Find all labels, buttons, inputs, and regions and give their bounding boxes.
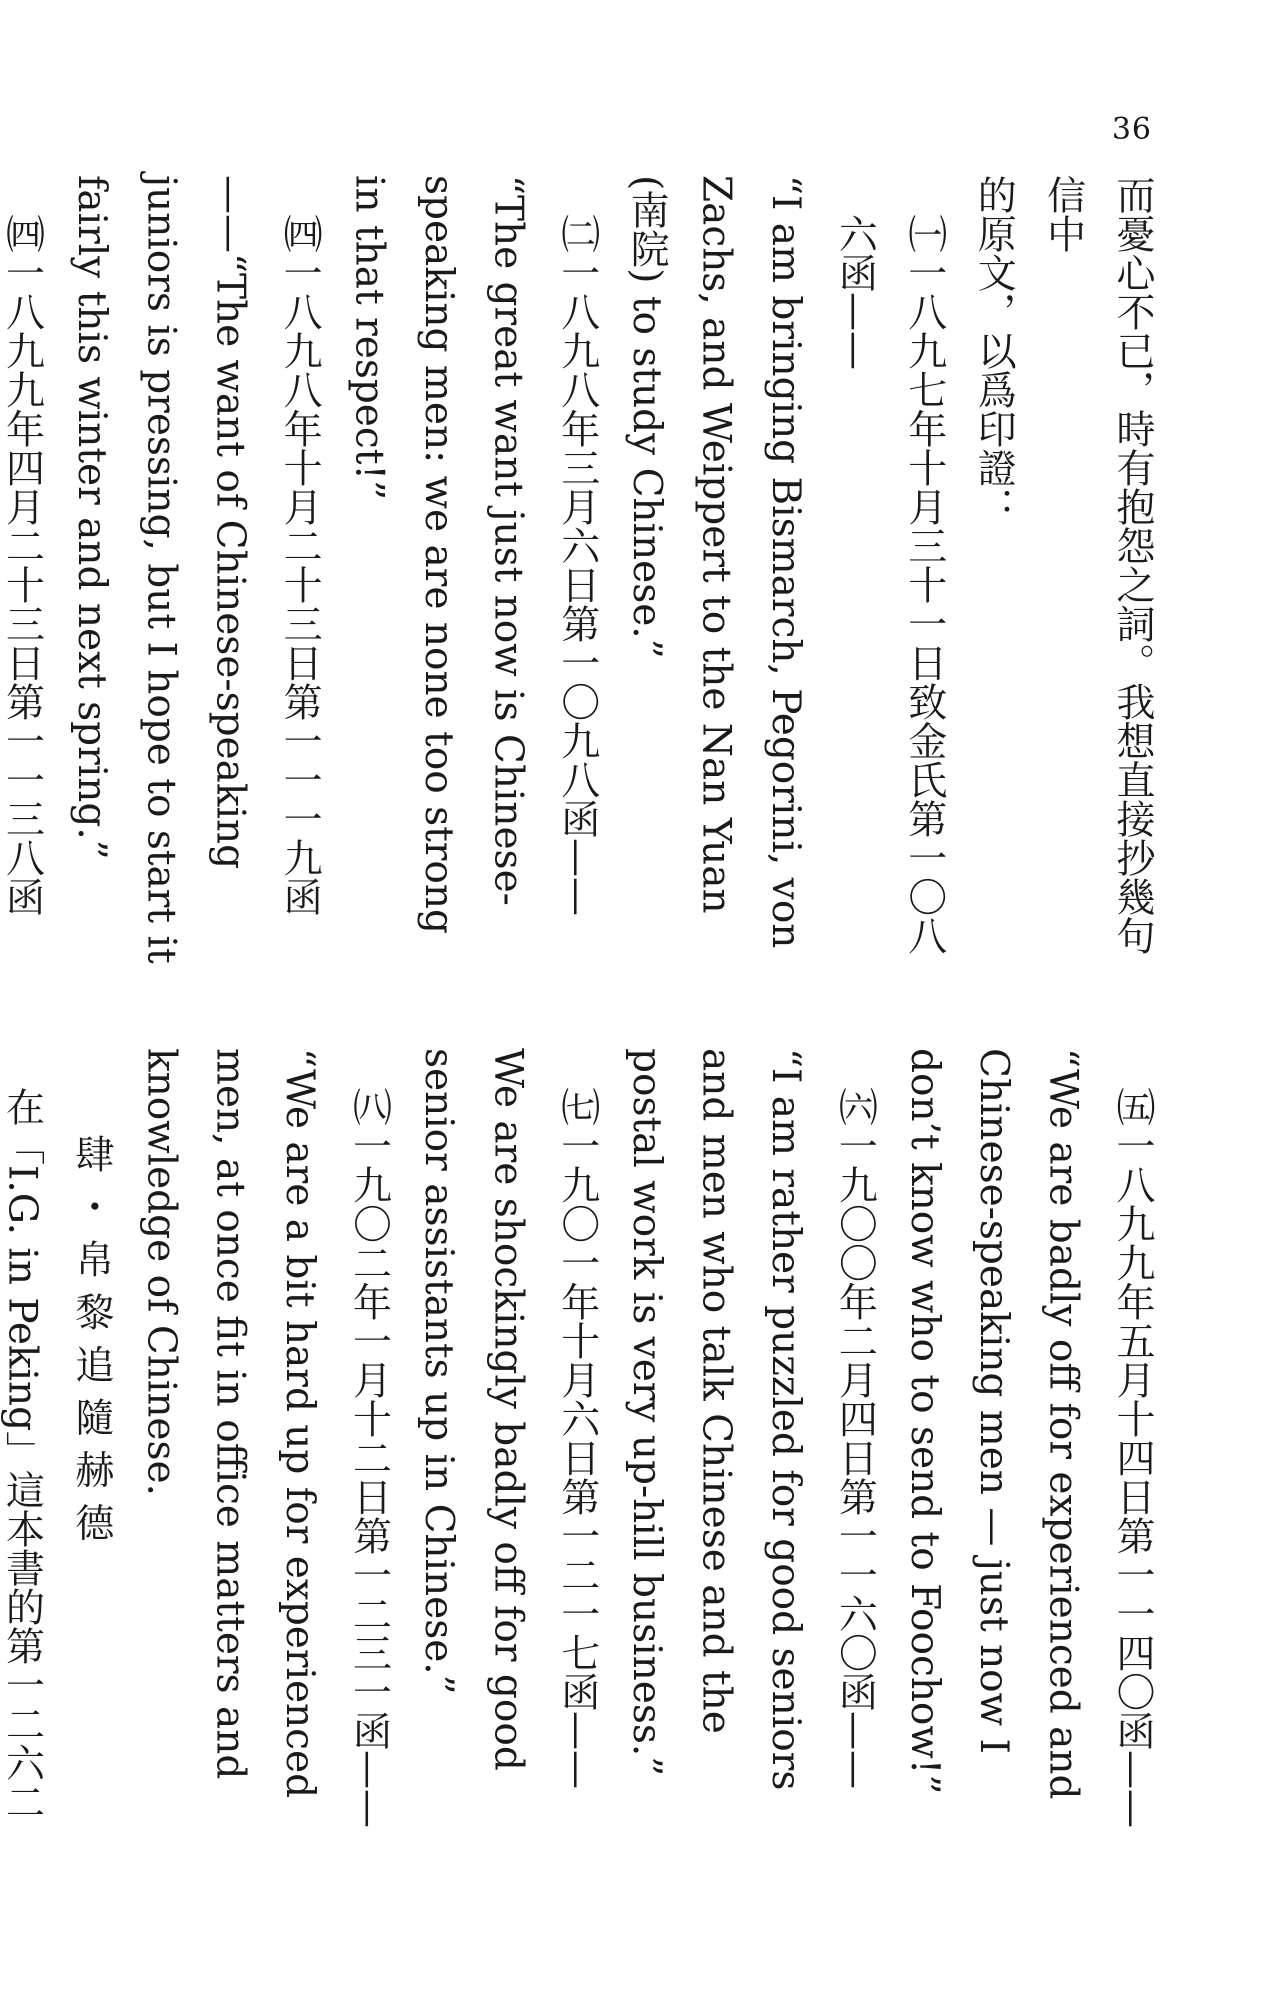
quote-2-text: “The great want just now is Chinese-speaking men: we are none too strong in that respect!” (346, 175, 531, 934)
quote-7-heading: ㈦一九〇一年十月六日第一二一七函—— (554, 1087, 600, 1789)
quote-8-heading: ㈧一九〇二年一月十二日第一二三一函—— (346, 1087, 392, 1828)
quote-5-heading: ㈤一八九九年五月十四日第一一四〇函—— (1110, 1087, 1155, 1828)
lower-text-block (0, 1048, 1167, 1858)
quote-6-text: “I am rather puzzled for good seniors and men who talk Chinese and the postal work is very up-hill business.” (624, 1048, 808, 1791)
quote-1-text: “I am bringing Bismarch, Pegorini, von Zachs, and Weippert to the Nan Yuan (南院) to study Chinese.” (624, 175, 808, 949)
quote-5-text: “We are badly off for experienced and Chinese-speaking men — just now I don’t know who to send to Foochow!” (901, 1048, 1086, 1800)
quote-8-text: “We are a bit hard up for experienced men, at once fit in office matters and knowledge of Chinese. (138, 1048, 323, 1799)
quote-3-heading: ㈣一八九八年十月二十三日第一一一九函 (277, 214, 323, 916)
quote-7-text: We are shockingly badly off for good senior assistants up in Chinese.” (415, 1048, 531, 1771)
body-paragraph: 在「I.G. in Peking」這本書的第一二六二 (0, 1087, 45, 1822)
intro-lead: 而憂心不已，時有抱怨之詞。我想直接抄幾句信中 (1040, 175, 1155, 955)
quote-6-heading: ㈥一九〇〇年二月四日第一一六〇函—— (832, 1087, 878, 1789)
quote-4-heading: ㈣一八九九年四月二十三日第一一三八函 (0, 214, 45, 916)
quote-2-heading: ㈡一八九八年三月六日第一〇九八函—— (554, 214, 600, 916)
intro-text: 的原文，以爲印證： (971, 175, 1017, 526)
quote-1-heading: ㈠一八九七年十月三十一日致金氏第一〇八六函—— (832, 214, 947, 955)
page-number: 36 (1111, 112, 1152, 147)
upper-text-block (0, 175, 1167, 965)
quote-3-text: ——“The want of Chinese-speaking juniors is pressing, but I hope to start it fairly this winter and next spring.” (68, 175, 253, 964)
section-heading: 肆・帛黎追隨赫德 (68, 1133, 114, 1555)
